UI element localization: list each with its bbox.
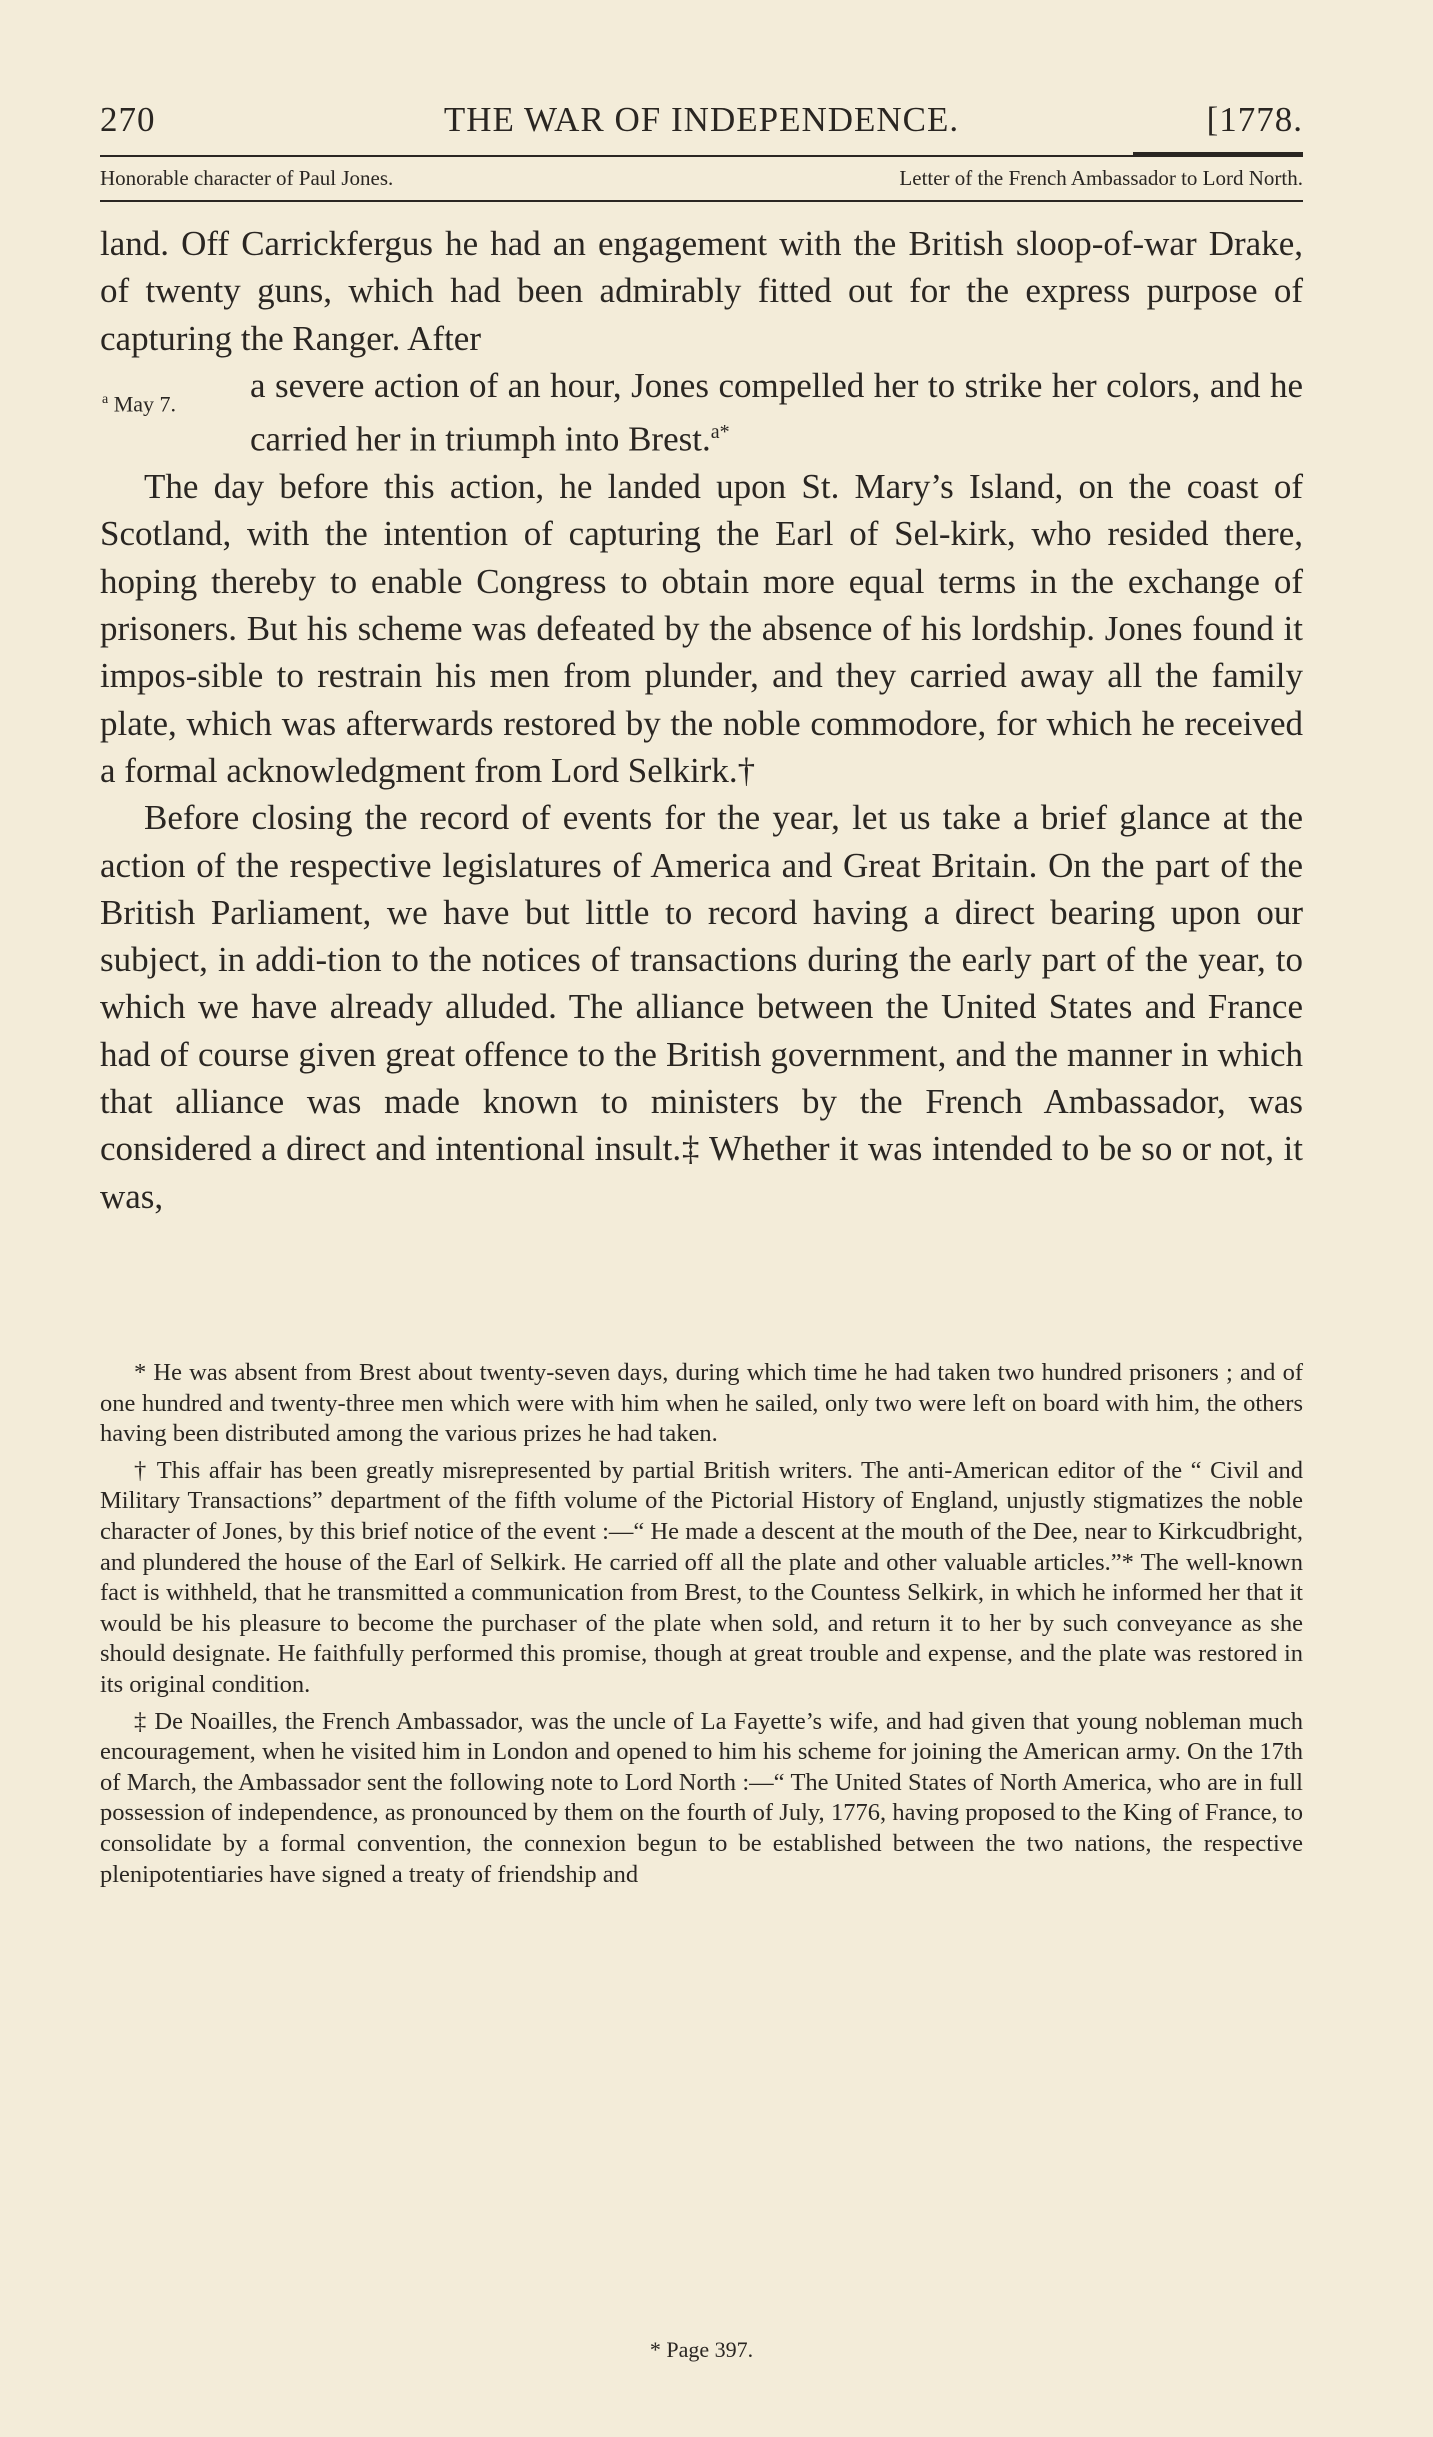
footnotes — [100, 1358, 1303, 1896]
footnote-ref-a: a* — [710, 421, 730, 444]
margin-date-note — [102, 376, 176, 428]
paragraph-1-float-text — [250, 362, 1303, 463]
header-rule-accent — [1133, 152, 1303, 157]
paragraph-1-end — [100, 362, 1303, 463]
running-title: THE WAR OF INDEPENDENCE. — [443, 100, 960, 139]
footnote-double-dagger: ‡ De Noailles, the French Ambassador, was the uncle of La Fayette’s wife, and had given that young nobleman much encouragement, when he visited him in London and opened to him his scheme for joining the American army. On the 17th of March, the Ambassador sent the following note to Lord North :—“ The United States of North America, who are in full possession of independence, as pronounced by them on the fourth of July, 1776, having proposed to the King of France, to consolidate by a formal convention, the connexion begun to be established between the two nations, the respective plenipotentiaries have signed a treaty of friendship and — [100, 1707, 1303, 1888]
paragraph-2: The day before this action, he landed upon St. Mary’s Island, on the coast of Scotland, with the intention of capturing the Earl of Sel-kirk, who resided there, hoping thereby to enable Congress to obtain more equal terms in the exchange of prisoners. But his scheme was defeated by the absence of his lordship. Jones found it impos-sible to restrain his men from plunder, and they carried away all the family plate, which was afterwards restored by the noble commodore, for which he received a formal acknowledgment from Lord Selkirk.† — [100, 467, 1303, 790]
margin-note-marker: a — [102, 391, 109, 407]
side-head-left: Honorable character of Paul Jones. — [100, 166, 394, 190]
running-header — [100, 100, 1303, 148]
margin-note-text: May 7. — [113, 391, 177, 417]
paragraph-3: Before closing the record of events for the year, let us take a brief glance at the action of the respective legislatures of America and Great Britain. On the part of the British Parliament, we have but little to record having a direct bearing upon our subject, in addi-tion to the notices of transactions during the early part of the year, to which we have already alluded. The alliance between the United States and France had of course given great offence to the British government, and the manner in which that alliance was made known to ministers by the French Ambassador, was considered a direct and intentional insult.‡ Whether it was intended to be so or not, it was, — [100, 798, 1303, 1216]
page-footnote: * Page 397. — [649, 2337, 754, 2362]
page-number: 270 — [100, 100, 156, 139]
subhead-rule — [100, 200, 1303, 202]
footnote-star: * He was absent from Brest about twenty-seven days, during which time he had taken two hundred prisoners ; and of one hundred and twenty-three men which were with him when he sailed, only two were left on board with him, the others having been distributed among the various prizes he had taken. — [100, 1359, 1303, 1448]
footnote-dagger: † This affair has been greatly misrepresented by partial British writers. The anti-American editor of the “ Civil and Military Transactions” department of the fifth volume of the Pictorial History of England, unjustly stigmatizes the noble character of Jones, by this brief notice of the event :—“ He made a descent at the mouth of the Dee, near to Kirkcudbright, and plundered the house of the Earl of Selkirk. He carried off all the plate and other valuable articles.”* The well-known fact is withheld, that he transmitted a communication from Brest, to the Countess Selkirk, in which he informed her that it would be his pleasure to become the purchaser of the plate when sold, and return it to her by such conveyance as she should designate. He faithfully performed this promise, though at great trouble and expense, and the plate was restored in its original condition. — [100, 1456, 1303, 1698]
paragraph-1-float-body: a severe action of an hour, Jones compelled her to strike her colors, and he carried her in triumph into Brest. — [250, 365, 1303, 459]
main-text — [100, 220, 1303, 1220]
side-head-right: Letter of the French Ambassador to Lord North. — [899, 166, 1303, 190]
running-year: [1778. — [1206, 100, 1303, 139]
header-rule — [100, 155, 1303, 157]
paragraph-1-start: land. Off Carrickfergus he had an engagement with the British sloop-of-war Drake, of twenty guns, which had been admirably fitted out for the express purpose of capturing the Ranger. After — [100, 224, 1303, 358]
